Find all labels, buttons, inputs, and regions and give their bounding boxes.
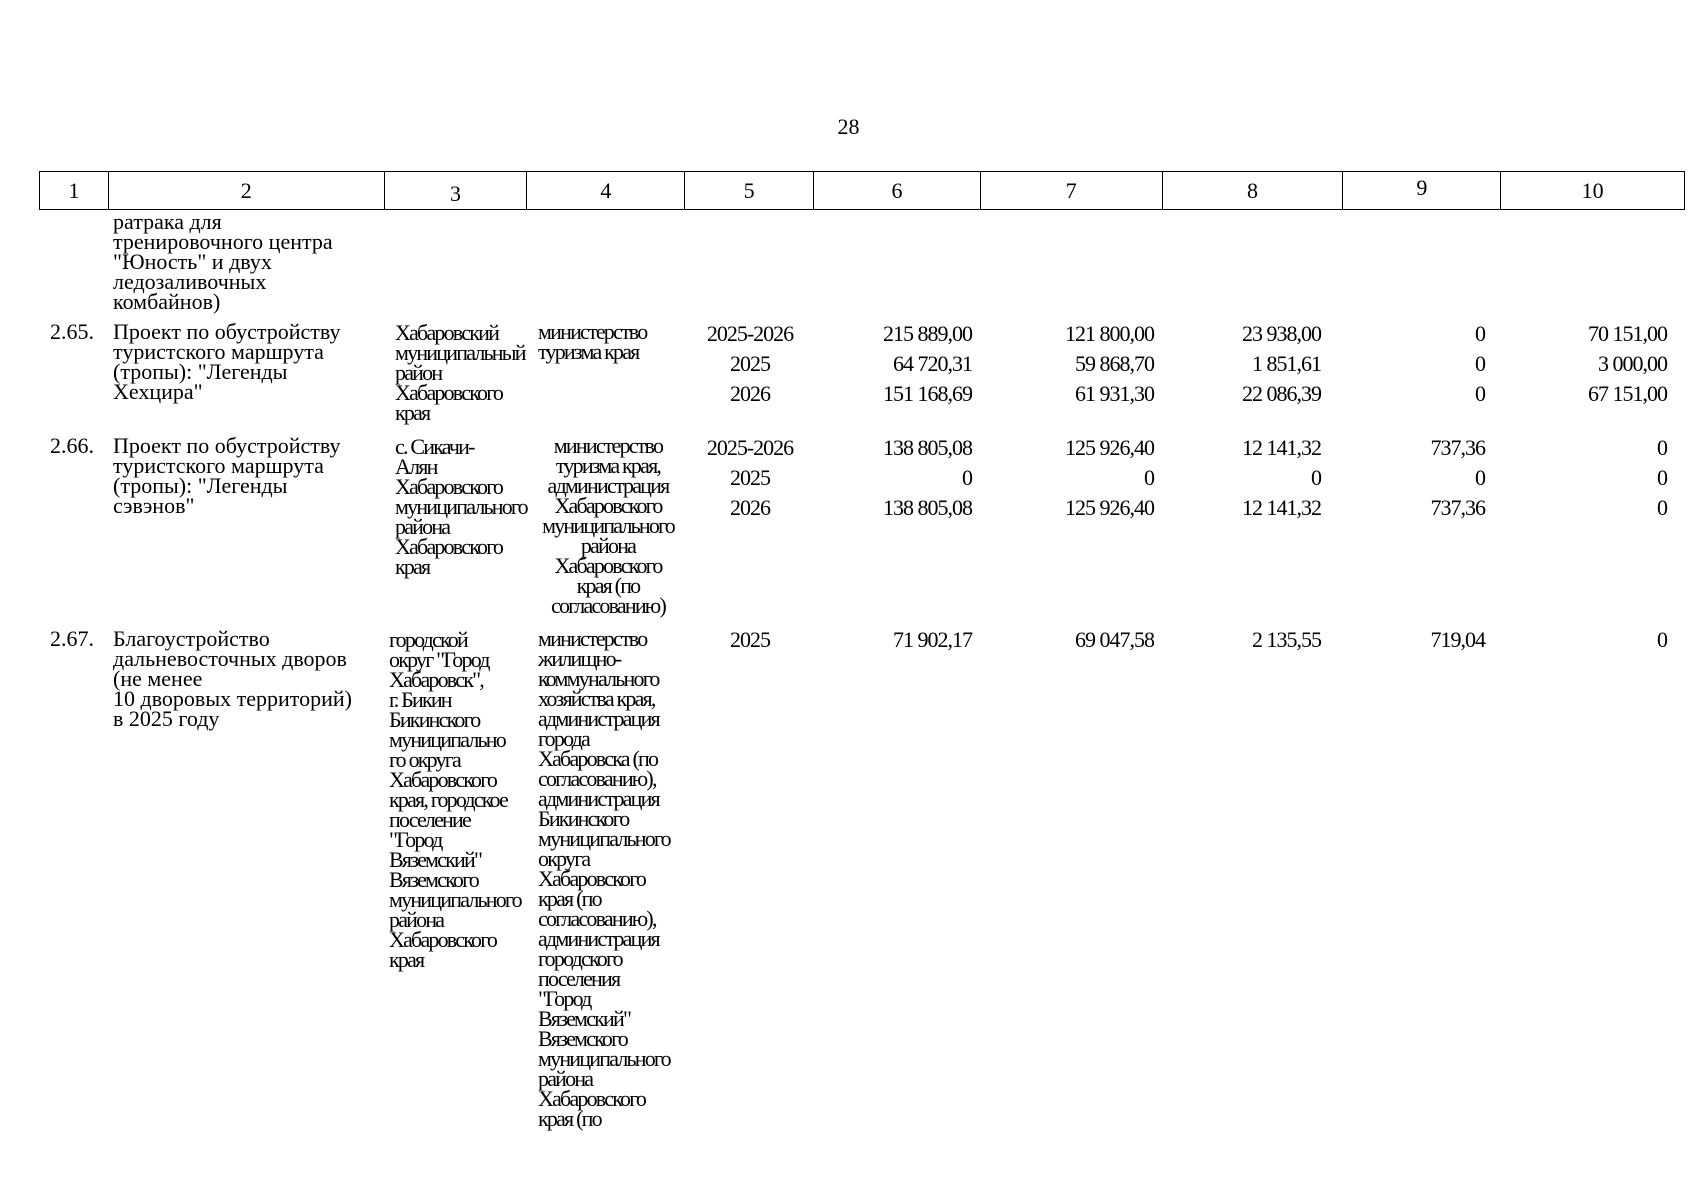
header-col-10: 10 bbox=[1581, 177, 1604, 203]
location: городской округ "Город Хабаровск", г. Бикин Бикинского муниципально го округа Хабаровского края, городское поселение "Город Вяземский" Вяземского муниципального района Хабаровского края bbox=[389, 627, 521, 972]
row-number: 2.65. bbox=[50, 319, 94, 344]
value-col-8: 12 141,32 bbox=[1242, 435, 1321, 460]
value-col-7: 69 047,58 bbox=[1075, 627, 1154, 652]
value-col-9: 719,04 bbox=[1430, 627, 1485, 652]
header-col-1: 1 bbox=[40, 172, 109, 209]
value-col-7: 121 800,00 bbox=[1065, 321, 1154, 346]
value-col-6: 215 889,00 bbox=[883, 321, 972, 346]
header-col-9: 9 bbox=[1343, 172, 1501, 209]
value-col-8: 23 938,00 bbox=[1242, 321, 1321, 346]
value-col-10: 0 bbox=[1657, 495, 1667, 520]
year: 2026 bbox=[730, 381, 770, 406]
value-col-9: 0 bbox=[1475, 381, 1485, 406]
project-name: Проект по обустройству туристского маршрута (тропы): "Легенды Хехцира" bbox=[113, 319, 341, 404]
executor: министерство туризма края bbox=[538, 319, 647, 364]
header-col-4: 4 bbox=[527, 172, 685, 209]
value-col-9: 0 bbox=[1475, 351, 1485, 376]
year: 2025 bbox=[730, 465, 770, 490]
value-col-7: 59 868,70 bbox=[1075, 351, 1154, 376]
value-col-10: 70 151,00 bbox=[1588, 321, 1667, 346]
row-number: 2.66. bbox=[50, 433, 94, 458]
value-col-10: 67 151,00 bbox=[1588, 381, 1667, 406]
header-col-5: 5 bbox=[685, 172, 814, 209]
value-col-6: 138 805,08 bbox=[883, 435, 972, 460]
value-col-10: 0 bbox=[1657, 627, 1667, 652]
value-col-6: 0 bbox=[962, 465, 972, 490]
year: 2025 bbox=[730, 351, 770, 376]
value-col-7: 61 931,30 bbox=[1075, 381, 1154, 406]
project-name: Благоустройство дальневосточных дворов (не менее 10 дворовых территорий) в 2025 году bbox=[113, 626, 352, 731]
value-col-8: 1 851,61 bbox=[1252, 351, 1321, 376]
year: 2025-2026 bbox=[706, 435, 794, 460]
value-col-9: 0 bbox=[1475, 321, 1485, 346]
year: 2025-2026 bbox=[706, 321, 794, 346]
value-col-10: 0 bbox=[1657, 465, 1667, 490]
value-col-7: 0 bbox=[1144, 465, 1154, 490]
header-col-7: 7 bbox=[981, 172, 1163, 209]
value-col-6: 151 168,69 bbox=[883, 381, 972, 406]
value-col-7: 125 926,40 bbox=[1065, 495, 1154, 520]
year: 2025 bbox=[730, 627, 770, 652]
table-header bbox=[39, 171, 1685, 210]
header-col-8: 8 bbox=[1163, 172, 1344, 209]
value-col-8: 2 135,55 bbox=[1252, 627, 1321, 652]
value-col-6: 64 720,31 bbox=[893, 351, 972, 376]
value-col-6: 138 805,08 bbox=[883, 495, 972, 520]
value-col-7: 125 926,40 bbox=[1065, 435, 1154, 460]
value-col-10: 3 000,00 bbox=[1598, 351, 1667, 376]
header-col-2: 2 bbox=[109, 172, 385, 209]
header-col-3: 3 bbox=[385, 172, 528, 209]
executor: министерство жилищно- коммунального хозяйства края, администрация города Хабаровска (по согласованию), администрация Бикинского муниципального округа Хабаровского края (по согласованию), администрация городского поселения "Город Вяземский" Вяземского муниципального района Хабаровского края (по bbox=[538, 626, 670, 1131]
row-number: 2.67. bbox=[50, 626, 94, 651]
year: 2026 bbox=[730, 495, 770, 520]
value-col-8: 12 141,32 bbox=[1242, 495, 1321, 520]
location: с. Сикачи- Алян Хабаровского муниципального района Хабаровского края bbox=[395, 434, 527, 579]
value-col-9: 737,36 bbox=[1430, 435, 1485, 460]
page-number: 28 bbox=[837, 114, 860, 139]
value-col-10: 0 bbox=[1657, 435, 1667, 460]
value-col-8: 22 086,39 bbox=[1242, 381, 1321, 406]
value-col-6: 71 902,17 bbox=[893, 627, 972, 652]
value-col-9: 0 bbox=[1475, 465, 1485, 490]
location: Хабаровский муниципальный район Хабаровского края bbox=[395, 320, 525, 425]
continuation-text: ратрака для тренировочного центра "Юность" и двух ледозаливочных комбайнов) bbox=[113, 209, 333, 314]
executor: министерство туризма края, администрация Хабаровского муниципального района Хабаровского края (по согласованию) bbox=[542, 433, 674, 618]
value-col-9: 737,36 bbox=[1430, 495, 1485, 520]
header-col-6: 6 bbox=[814, 172, 981, 209]
value-col-8: 0 bbox=[1311, 465, 1321, 490]
project-name: Проект по обустройству туристского маршрута (тропы): "Легенды сэвэнов" bbox=[113, 433, 341, 518]
